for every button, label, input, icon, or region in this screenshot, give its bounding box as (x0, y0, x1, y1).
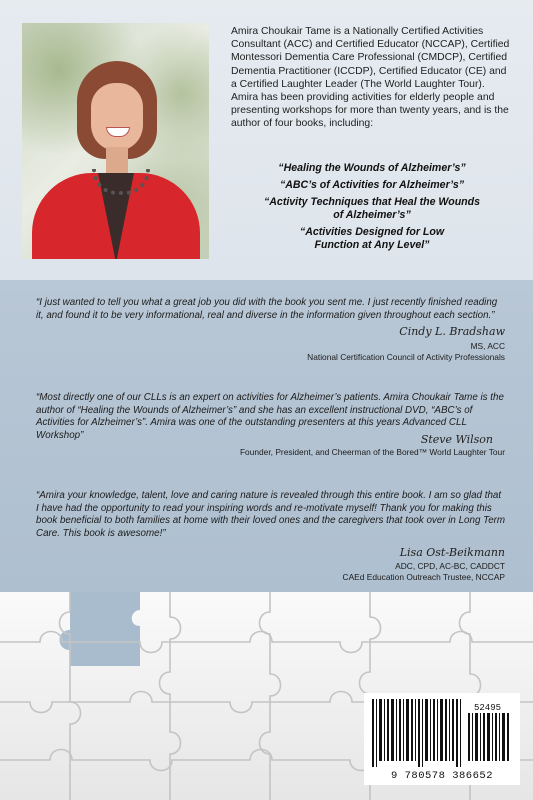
book-title: “Healing the Wounds of Alzheimer’s” (278, 162, 466, 174)
testimonial-signature: Lisa Ost-Beikmann (399, 546, 505, 559)
testimonial-affiliation: National Certification Council of Activity Professionals (307, 352, 505, 362)
testimonial-signature: Steve Wilson (420, 433, 493, 446)
testimonial-quote: “Amira your knowledge, talent, love and caring nature is revealed through this entire book. I am so glad that I have had the opportunity to read your inspiring words and re-motivate myself! Thank you for making this book beneficial to both families at home with their loved ones and the caregivers that took over in Long Term Care. This book is awesome!” (36, 490, 506, 539)
book-title: “Activity Techniques that Heal the Wounds of Alzheimer’s” (263, 196, 481, 221)
testimonial-quote: “Most directly one of our CLLs is an expert on activities for Alzheimer’s patients. Amira Choukair Tame is the author of “Healing the Wounds of Alzheimer’s” and she has an excellent instructional DVD, “ABC’s of Activities for Alzheimer’s”. Amira was one of the outstanding presenters at this years Advanced CLL Workshop” (36, 392, 504, 441)
testimonial-credentials: ADC, CPD, AC-BC, CADDCT (395, 561, 505, 571)
isbn-number: 9 780578 386652 (390, 770, 493, 782)
book-title: “Activities Designed for Low Function at Any Level” (299, 226, 445, 251)
author-photo (22, 23, 209, 259)
testimonial-affiliation: CAEd Education Outreach Trustee, NCCAP (342, 572, 505, 582)
testimonial-credentials: MS, ACC (470, 341, 505, 351)
testimonial-affiliation: Founder, President, and Cheerman of the Bored™ World Laughter Tour (239, 447, 505, 457)
barcode-price-code: 52495 (474, 703, 502, 713)
testimonial-signature: Cindy L. Bradshaw (399, 325, 505, 338)
book-title: “ABC’s of Activities for Alzheimer’s” (279, 179, 465, 191)
book-list (231, 162, 513, 256)
testimonial-quote: “I just wanted to tell you what a great job you did with the book you sent me. I just recently finished reading it, and found it to be very informational, real and diverse in the information given throughout each section.” (36, 297, 498, 321)
author-bio: Amira Choukair Tame is a Nationally Certified Activities Consultant (ACC) and Certified Educator (NCCAP), Certified Montessori Dementia Care Professional (CMDCP), Certified Dementia Practitioner (ICCDP), Certified Educator (CE) and a Certified Laughter Leader (The World Laughter Tour). Amira has been providing activities for elderly people and presenting workshops for more than twenty years, and is the author of four books, including: (231, 26, 510, 130)
